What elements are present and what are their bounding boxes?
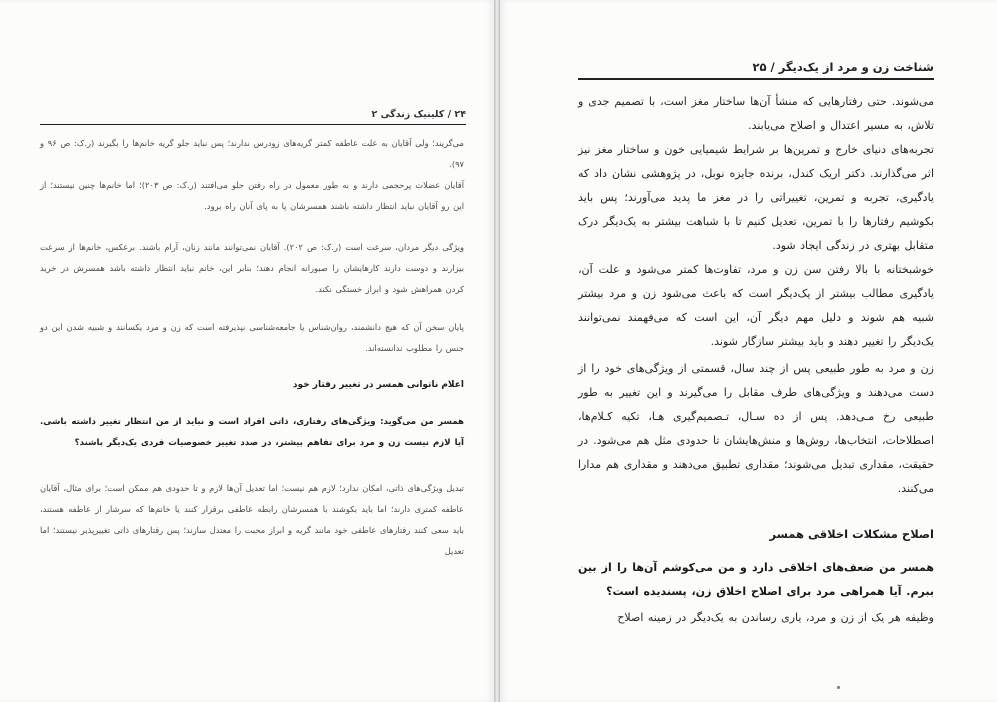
right-paragraph-3: خوشبختانه با بالا رفتن سن زن و مرد، تفاوت‌ها کمتر می‌شود و علت آن، یادگیری مطالب بیشتر از یک‌دیگر است که باعث می‌شود زن و مرد بیشتر شبیه هم شوند و دلیل مهم دیگر آن، این است که می‌فهمند نمی‌توانند یک‌دیگر را تغییر دهند و باید بیشتر سازگار شوند. xyxy=(578,263,934,348)
right-paragraph-1: می‌شوند. حتی رفتارهایی که منشأ آن‌ها ساختار مغز است، با تصمیم جدی و تلاش، به مسیر اعتدال و اصلاح می‌یابند. xyxy=(578,95,934,132)
left-paragraph-4: پایان سخن آن که هیچ دانشمند، روان‌شناس یا جامعه‌شناسی نپذیرفته است که زن و مرد یکسانند و شبیه شدن این دو جنس را مطلوب ندانسته‌اند. xyxy=(40,322,464,353)
left-page-header: ۲۴ / کلینیک زندگی ۲ xyxy=(371,109,466,120)
right-section-heading: اصلاح مشکلات اخلاقی همسر xyxy=(769,527,934,541)
left-answer-paragraph: تبدیل ویژگی‌های ذاتی، امکان ندارد؛ لازم هم نیست؛ اما تعدیل آن‌ها لازم و تا حدودی هم ممکن است؛ برای مثال، آقایان عاطفه کمتری دارند؛ اما باید بکوشند با همسرشان رابطه عاطفی برقرار کنند یا خانم‌ها که سرشار از عاطفه هستند، باید سعی کنند رفتارهای عاطفی خود مانند گریه و ابراز محبت را معتدل سازند؛ پس رفتارهای ذاتی تغییرپذیر نیستند؛ اما تعدیل xyxy=(40,483,464,556)
left-section-heading: اعلام ناتوانی همسر در تغییر رفتار خود xyxy=(292,380,464,390)
right-paragraph-4: زن و مرد به طور طبیعی پس از چند سال، قسمتی از ویژگی‌های خود را از دست می‌دهند و ویژگی‌های طرف مقابل را می‌گیرند و این تغییر به طور طبیعی رخ مـی‌دهد. پس از ده سـال، تـصمیم‌گیری هـا، تکیه کـلام‌ها، اصطلاحات، انتخاب‌ها، روش‌ها و منش‌هایشان تا حدودی مثل هم می‌شود. در حقیقت، مقداری تبدیل می‌شوند؛ مقداری تطبیق می‌دهند و مقداری هم مدارا می‌کنند. xyxy=(578,362,934,495)
right-paragraph-2: تجربه‌های دنیای خارج و تمرین‌ها بر شرایط شیمیایی خون و ساختار مغز نیز اثر می‌گذارند. دکتر اریک کندل، برنده جایزه نوبل، در پژوهشی نشان داد که یادگیری، تجربه و تمرین، تغییراتی را در مغز ما پدید می‌آورند؛ پس باید بکوشیم رفتارها را با تمرین، تعدیل کنیم تا با شباهت بیشتر به یک‌دیگر درک متقابل بهتری در زندگی ایجاد شود. xyxy=(578,143,934,252)
left-paragraph-2: آقایان عضلات پرحجمی دارند و به طور معمول در راه رفتن جلو می‌افتند (ر.ک: ص ۲۰۳)؛ اما خانم‌ها چنین نیستند؛ از این رو آقایان نباید انتظار داشته باشند همسرشان پا به پای آنان راه برود. xyxy=(40,180,465,211)
page-speck xyxy=(837,686,840,689)
left-page xyxy=(0,0,494,702)
left-header-rule xyxy=(40,124,466,125)
left-paragraph-1: می‌گریند؛ ولی آقایان به علت عاطفه کمتر گریه‌های زودرس ندارند؛ پس نباید جلو گریه خانم‌ها را بگیرند (ر.ک: ص ۹۶ و ۹۷). xyxy=(40,138,464,169)
right-question: همسر من ضعف‌های اخلاقی دارد و من می‌کوشم آن‌ها را از بین ببرم. آیا همراهی مرد برای اصلاح اخلاق زن، پسندیده است؟ xyxy=(578,561,934,598)
left-question: همسر من می‌گوید: ویژگی‌های رفتاری، ذاتی افراد است و نباید از من انتظار تغییر داشته باشی. آیا لازم نیست زن و مرد برای تفاهم بیشتر، در صدد تغییر خصوصیات فردی یک‌دیگر باشند؟ xyxy=(40,417,464,448)
right-page-header: شناخت زن و مرد از یک‌دیگر / ۲۵ xyxy=(752,60,934,74)
left-paragraph-3: ویژگی دیگر مردان، سرعت است (ر.ک: ص ۲۰۲). آقایان نمی‌توانند مانند زنان، آرام باشند. برعکس، خانم‌ها از سرعت بیزارند و دوست دارند کارهایشان را صبورانه انجام دهند؛ بنابر این، خانم نباید انتظار داشته باشد همسرش در خرید کردن همراهش شود و ابراز خستگی نکند. xyxy=(40,242,464,294)
right-header-rule xyxy=(578,78,934,80)
right-page xyxy=(500,0,997,702)
right-last-paragraph: وظیفه هر یک از زن و مرد، یاری رساندن به یک‌دیگر در زمینه اصلاح xyxy=(617,611,934,624)
